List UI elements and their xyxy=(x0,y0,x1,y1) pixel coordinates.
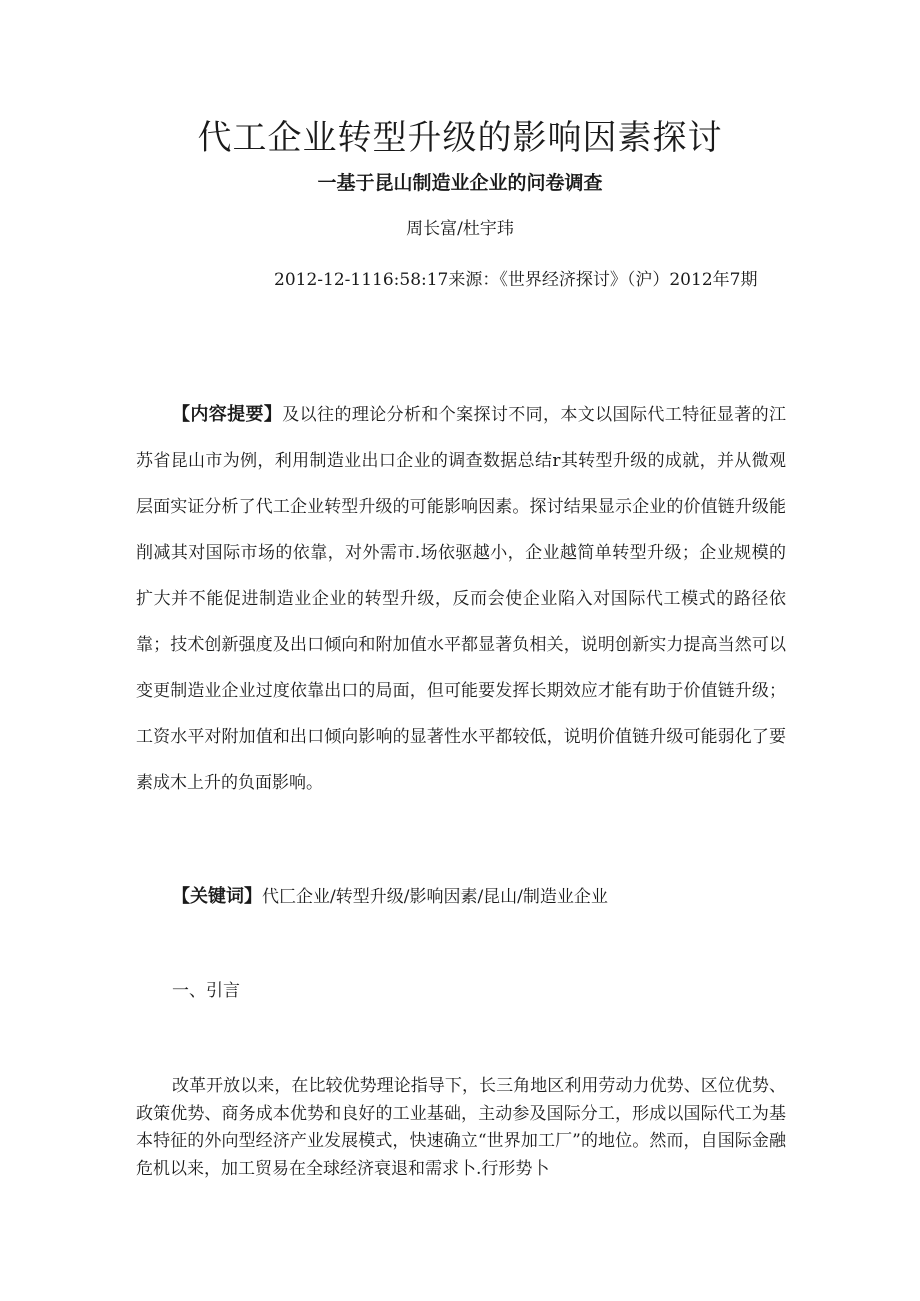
document-subtitle: 一基于昆山制造业企业的问卷调查 xyxy=(317,172,603,194)
abstract-text: 及以往的理论分析和个案探讨不同，本文以国际代工特征显著的江苏省昆山市为例，利用制造业出口企业的调查数据总结r其转型升级的成就，并从微观层面实证分析了代工企业转型升级的可能影响因素。探讨结果显示企业的价值链升级能削减其对国际市场的依靠，对外需市.场依驱越小，企业越简单转型升级；企业规模的扩大并不能促进制造业企业的转型升级，反而会使企业陷入对国际代工模式的路径依靠；技术创新强度及出口倾向和附加值水平都显著负相关，说明创新实力提高当然可以变更制造业企业过度依靠出口的局面，但可能要发挥长期效应才能有助于价值链升级；工资水平对附加值和出口倾向影响的显著性水平都较低，说明价值链升级可能弱化了要素成木上升的负面影响。 xyxy=(136,405,787,793)
abstract-paragraph xyxy=(136,392,786,806)
document-title: 代工企业转型升级的影响因素探讨 xyxy=(197,118,723,158)
source-line: 2012-12-1116:58:17来源：《世界经济探讨》（沪）2012年7期 xyxy=(274,270,758,290)
keywords-text: 代匚企业/转型升级/影响因素/昆山/制造业企业 xyxy=(262,887,608,907)
body-paragraph: 改革开放以来，在比较优势理论指导下，长三角地区利用劳动力优势、区位优势、政策优势、商务成本优势和良好的工业基础，主动参及国际分工，形成以国际代工为基本特征的外向型经济产业发展模式，快速确立“世界加工厂”的地位。然而，自国际金融危机以来，加工贸易在全球经济衰退和需求卜.行形势卜 xyxy=(136,1076,786,1179)
abstract-label: 【内容提要】 xyxy=(172,404,283,425)
keywords-label: 【关键词】 xyxy=(172,886,262,907)
keywords-line xyxy=(172,882,812,908)
authors: 周长富/杜宇玮 xyxy=(406,219,514,239)
section-heading-introduction: 一、引言 xyxy=(172,981,240,1001)
